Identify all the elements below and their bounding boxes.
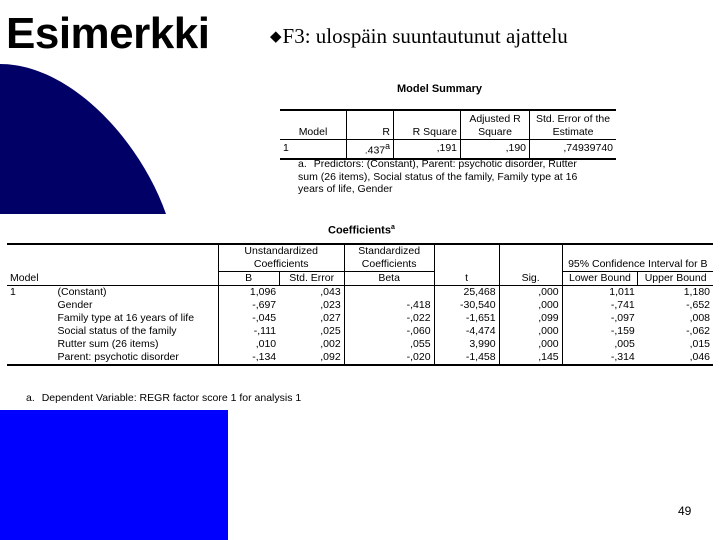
table-row bbox=[7, 351, 713, 365]
coef-cell-sig: ,099 bbox=[499, 312, 562, 325]
table-row bbox=[7, 338, 713, 351]
model-summary-table bbox=[280, 109, 616, 160]
coef-cell-se: ,027 bbox=[279, 312, 344, 325]
ms-cell-r: .437$^a$ bbox=[347, 140, 394, 159]
blue-bottom-block bbox=[0, 410, 228, 540]
coef-cell-upper: -,062 bbox=[686, 325, 710, 337]
table-row bbox=[7, 312, 713, 325]
coef-cell-se: ,043 bbox=[279, 286, 344, 300]
table-row bbox=[7, 299, 713, 312]
coef-cell-lower: -,741 bbox=[610, 299, 635, 311]
coef-cell-beta: -,060 bbox=[344, 325, 434, 338]
coef-header-t: t bbox=[434, 272, 499, 286]
coef-cell-se: ,025 bbox=[279, 325, 344, 338]
model-summary-footnote bbox=[298, 158, 578, 196]
coef-cell-b: -,111 bbox=[253, 325, 277, 337]
coef-cell-sig: ,000 bbox=[499, 286, 562, 300]
coef-cell-b: -,134 bbox=[218, 351, 279, 365]
ms-header-adjusted-r-square: Adjusted R Square bbox=[461, 110, 530, 140]
coef-row-label: Parent: psychotic disorder bbox=[55, 351, 219, 365]
ms-header-r-square: R Square bbox=[394, 110, 461, 140]
coef-cell-lower: -,159 bbox=[610, 325, 635, 337]
diamond-bullet-icon: ◆ bbox=[270, 29, 282, 45]
coef-cell-beta: -,022 bbox=[344, 312, 434, 325]
coef-cell-b: -,045 bbox=[252, 312, 277, 324]
coef-header-upper-bound: Upper Bound bbox=[638, 272, 713, 286]
coef-cell-beta: -,020 bbox=[344, 351, 434, 365]
coef-cell-beta bbox=[344, 286, 434, 300]
coef-cell-upper: ,015 bbox=[689, 338, 710, 350]
table-row bbox=[7, 286, 713, 300]
coef-row-label: Rutter sum (26 items) bbox=[55, 338, 219, 351]
coef-cell-se: ,002 bbox=[279, 338, 344, 351]
page-number: 49 bbox=[678, 504, 692, 518]
coef-row-label: Social status of the family bbox=[55, 325, 219, 338]
coefficients-table bbox=[7, 243, 713, 366]
coefficients-caption-superscript: a bbox=[390, 224, 395, 231]
coef-cell-sig: ,145 bbox=[499, 351, 562, 365]
coef-cell-sig: ,000 bbox=[499, 299, 562, 312]
coef-cell-upper: ,046 bbox=[638, 351, 713, 365]
ms-header-std-error: Std. Error of the Estimate bbox=[530, 110, 617, 140]
ms-header-model: Model bbox=[280, 110, 347, 140]
coef-footnote-text: Dependent Variable: REGR factor score 1 for analysis 1 bbox=[41, 392, 302, 404]
coef-cell-t: 3,990 bbox=[434, 338, 499, 351]
bullet-text: F3: ulospäin suuntautunut ajattelu bbox=[282, 24, 568, 48]
ms-r-superscript: a bbox=[385, 141, 390, 151]
coef-cell-sig: ,000 bbox=[499, 338, 562, 351]
coef-cell-t: -1,651 bbox=[434, 312, 499, 325]
coef-footnote-marker: a. bbox=[26, 392, 35, 404]
coef-row-label: (Constant) bbox=[55, 286, 219, 300]
coef-cell-beta: -,418 bbox=[344, 299, 434, 312]
coef-cell-lower: -,097 bbox=[610, 312, 635, 324]
bullet-item bbox=[270, 26, 568, 47]
coefficients-footnote bbox=[26, 392, 301, 405]
coef-group-confidence-interval: 95% Confidence Interval for B bbox=[562, 244, 713, 272]
ms-cell-r-square: ,191 bbox=[394, 140, 461, 159]
ms-cell-adjusted: ,190 bbox=[461, 140, 530, 159]
coef-header-beta: Beta bbox=[344, 272, 434, 286]
coef-cell-se: ,023 bbox=[279, 299, 344, 312]
coef-group-unstandardized: Unstandardized Coefficients bbox=[218, 244, 344, 272]
coef-cell-b: ,010 bbox=[255, 338, 277, 350]
slide-title: Esimerkki bbox=[6, 9, 210, 58]
coef-row-label: Gender bbox=[55, 299, 219, 312]
coef-cell-lower: -,314 bbox=[562, 351, 638, 365]
model-summary-caption: Model Summary bbox=[397, 83, 482, 95]
coef-cell-t: -30,540 bbox=[434, 299, 499, 312]
table-row bbox=[7, 325, 713, 338]
coef-cell-t: -1,458 bbox=[434, 351, 499, 365]
coef-header-sig: Sig. bbox=[499, 272, 562, 286]
ms-header-r: R bbox=[347, 110, 394, 140]
ms-footnote-text: Predictors: (Constant), Parent: psychotic disorder, Rutter sum (26 items), Social status of the family, Family type at 16 years of life, Gender bbox=[298, 158, 578, 195]
navy-arc-shape bbox=[0, 64, 166, 214]
coef-row-label: Family type at 16 years of life bbox=[55, 312, 219, 325]
coef-cell-b: -,697 bbox=[252, 299, 277, 311]
coef-header-std-error: Std. Error bbox=[279, 272, 344, 286]
coef-cell-sig: ,000 bbox=[499, 325, 562, 338]
coef-cell-beta: ,055 bbox=[344, 338, 434, 351]
coefficients-caption: Coefficients$^a$ bbox=[328, 224, 395, 237]
coef-cell-se: ,092 bbox=[279, 351, 344, 365]
coef-group-standardized: Standardized Coefficients bbox=[344, 244, 434, 272]
coef-header-b: B bbox=[218, 272, 279, 286]
coef-cell-upper: -,652 bbox=[686, 299, 710, 311]
coef-cell-t: -4,474 bbox=[434, 325, 499, 338]
coef-cell-upper: ,008 bbox=[689, 312, 710, 324]
coef-cell-t: 25,468 bbox=[434, 286, 499, 300]
coef-cell-b: 1,096 bbox=[249, 286, 277, 298]
coef-header-lower-bound: Lower Bound bbox=[562, 272, 638, 286]
ms-cell-std-error: ,74939740 bbox=[530, 140, 617, 159]
coef-header-model: Model bbox=[7, 272, 218, 286]
coef-cell-lower: ,005 bbox=[614, 338, 635, 350]
ms-cell-model: 1 bbox=[280, 140, 347, 159]
coef-model-number: 1 bbox=[10, 286, 16, 298]
coef-cell-lower: 1,011 bbox=[609, 286, 635, 298]
coef-cell-upper: 1,180 bbox=[683, 286, 710, 298]
ms-footnote-marker: a. bbox=[298, 158, 307, 170]
